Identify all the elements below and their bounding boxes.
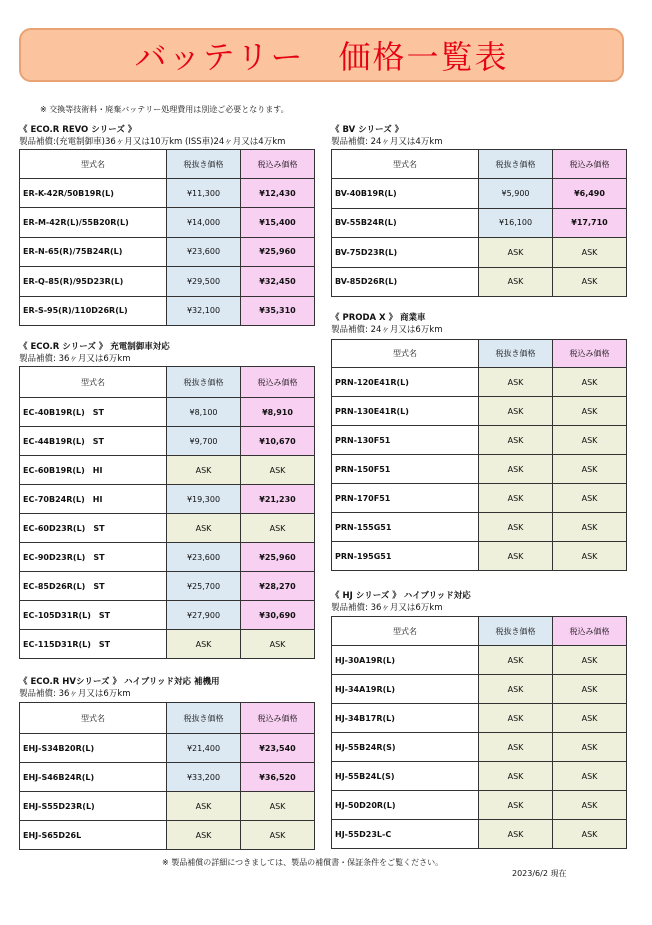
header-price-inc-tax: 税込み価格 (553, 617, 627, 646)
table-row (20, 237, 315, 266)
table-row (332, 368, 627, 397)
table-row (332, 704, 627, 733)
header-price-ex-tax: 税抜き価格 (479, 617, 553, 646)
model-cell: PRN-155G51 (332, 513, 479, 542)
table-row (20, 267, 315, 296)
price-ex-tax-cell: ASK (167, 456, 241, 485)
header-price-inc-tax: 税込み価格 (553, 340, 627, 368)
price-inc-tax-cell: ASK (553, 513, 627, 542)
model-cell: BV-55B24R(L) (332, 208, 479, 238)
price-inc-tax-cell: ASK (553, 368, 627, 397)
price-inc-tax-cell: ¥25,960 (241, 237, 315, 266)
price-ex-tax-cell: ASK (479, 397, 553, 426)
model-cell: EC-85D26R(L) ST (20, 572, 167, 601)
price-inc-tax-cell: ASK (553, 820, 627, 849)
table-row (332, 513, 627, 542)
table-row (332, 791, 627, 820)
section-hv (19, 676, 220, 700)
price-ex-tax-cell: ASK (479, 513, 553, 542)
model-cell: PRN-130E41R(L) (332, 397, 479, 426)
price-inc-tax-cell: ¥23,540 (241, 734, 315, 763)
model-cell: EC-90D23R(L) ST (20, 543, 167, 572)
section-heading: 《 PRODA X 》 商業車 (331, 313, 426, 323)
price-inc-tax-cell: ASK (241, 821, 315, 850)
price-inc-tax-cell: ¥10,670 (241, 427, 315, 456)
model-cell: ER-N-65(R)/75B24R(L) (20, 237, 167, 266)
model-cell: HJ-55B24R(S) (332, 733, 479, 762)
price-inc-tax-cell: ASK (553, 455, 627, 484)
price-inc-tax-cell: ¥30,690 (241, 601, 315, 630)
price-ex-tax-cell: ASK (479, 484, 553, 513)
price-ex-tax-cell: ¥33,200 (167, 763, 241, 792)
section-heading: 《 ECO.R シリーズ 》 充電制御車対応 (19, 342, 170, 352)
model-cell: EHJ-S55D23R(L) (20, 792, 167, 821)
table-row (332, 820, 627, 849)
price-ex-tax-cell: ASK (167, 630, 241, 659)
header-model: 型式名 (20, 367, 167, 398)
price-inc-tax-cell: ¥8,910 (241, 398, 315, 427)
table-row (332, 733, 627, 762)
section-hj (331, 590, 471, 614)
section-warranty: 製品補償: 24ヶ月又は6万km (331, 325, 443, 335)
price-table-ecor (19, 366, 315, 659)
header-price-ex-tax: 税抜き価格 (479, 340, 553, 368)
table-row (332, 208, 627, 238)
price-ex-tax-cell: ¥29,500 (167, 267, 241, 296)
model-cell: PRN-120E41R(L) (332, 368, 479, 397)
price-table-hj (331, 616, 627, 849)
footer-note: ※ 製品補償の詳細につきましては、製品の補償書・保証条件をご覧ください。 (162, 858, 444, 867)
model-cell: EC-70B24R(L) HI (20, 485, 167, 514)
table-row (20, 485, 315, 514)
price-ex-tax-cell: ¥27,900 (167, 601, 241, 630)
price-inc-tax-cell: ASK (553, 791, 627, 820)
price-ex-tax-cell: ¥23,600 (167, 237, 241, 266)
table-row (332, 675, 627, 704)
model-cell: HJ-34B17R(L) (332, 704, 479, 733)
table-row (332, 646, 627, 675)
price-inc-tax-cell: ¥17,710 (553, 208, 627, 238)
header-price-inc-tax: 税込み価格 (241, 150, 315, 179)
model-cell: BV-85D26R(L) (332, 267, 479, 297)
header-price-inc-tax: 税込み価格 (241, 367, 315, 398)
price-ex-tax-cell: ASK (479, 704, 553, 733)
price-inc-tax-cell: ¥25,960 (241, 543, 315, 572)
table-row (20, 179, 315, 208)
model-cell: EC-115D31R(L) ST (20, 630, 167, 659)
table-row (332, 238, 627, 268)
price-inc-tax-cell: ¥15,400 (241, 208, 315, 237)
price-ex-tax-cell: ¥21,400 (167, 734, 241, 763)
price-inc-tax-cell: ASK (241, 630, 315, 659)
section-heading: 《 ECO.R HVシリーズ 》 ハイブリッド対応 補機用 (19, 677, 220, 687)
price-ex-tax-cell: ¥25,700 (167, 572, 241, 601)
table-row (20, 792, 315, 821)
table-row (20, 572, 315, 601)
table-row (20, 821, 315, 850)
price-inc-tax-cell: ASK (241, 514, 315, 543)
title-banner (19, 28, 624, 82)
header-price-ex-tax: 税抜き価格 (167, 703, 241, 734)
price-table-hv (19, 702, 315, 850)
model-cell: HJ-30A19R(L) (332, 646, 479, 675)
table-row (20, 514, 315, 543)
price-ex-tax-cell: ¥5,900 (479, 179, 553, 209)
price-inc-tax-cell: ASK (553, 762, 627, 791)
price-ex-tax-cell: ASK (167, 792, 241, 821)
section-revo (19, 124, 285, 148)
price-table-proda (331, 339, 627, 571)
section-ecor (19, 341, 170, 365)
table-row (20, 296, 315, 325)
model-cell: EHJ-S34B20R(L) (20, 734, 167, 763)
model-cell: PRN-195G51 (332, 542, 479, 571)
price-inc-tax-cell: ¥36,520 (241, 763, 315, 792)
section-warranty: 製品補償: 36ヶ月又は6万km (331, 603, 443, 613)
price-ex-tax-cell: ¥14,000 (167, 208, 241, 237)
header-price-inc-tax: 税込み価格 (553, 150, 627, 179)
price-inc-tax-cell: ¥12,430 (241, 179, 315, 208)
section-warranty: 製品補償:(充電制御車)36ヶ月又は10万km (ISS車)24ヶ月又は4万km (19, 137, 286, 147)
table-header-row (20, 150, 315, 179)
price-ex-tax-cell: ¥16,100 (479, 208, 553, 238)
table-header-row (332, 340, 627, 368)
model-cell: HJ-55B24L(S) (332, 762, 479, 791)
section-heading: 《 BV シリーズ 》 (331, 125, 404, 135)
price-inc-tax-cell: ASK (241, 792, 315, 821)
price-inc-tax-cell: ¥21,230 (241, 485, 315, 514)
price-ex-tax-cell: ¥8,100 (167, 398, 241, 427)
top-note: ※ 交換等技術料・廃棄バッテリー処理費用は別途ご必要となります。 (40, 105, 289, 114)
price-ex-tax-cell: ASK (479, 762, 553, 791)
header-price-ex-tax: 税抜き価格 (167, 367, 241, 398)
table-row (20, 763, 315, 792)
table-row (20, 427, 315, 456)
header-model: 型式名 (20, 150, 167, 179)
price-inc-tax-cell: ASK (241, 456, 315, 485)
page-title: バッテリー 価格一覧表 (134, 38, 509, 76)
price-inc-tax-cell: ASK (553, 397, 627, 426)
model-cell: ER-S-95(R)/110D26R(L) (20, 296, 167, 325)
header-model: 型式名 (20, 703, 167, 734)
price-ex-tax-cell: ASK (479, 426, 553, 455)
model-cell: EC-105D31R(L) ST (20, 601, 167, 630)
model-cell: EC-60B19R(L) HI (20, 456, 167, 485)
model-cell: HJ-34A19R(L) (332, 675, 479, 704)
price-ex-tax-cell: ASK (479, 733, 553, 762)
price-inc-tax-cell: ASK (553, 484, 627, 513)
model-cell: PRN-130F51 (332, 426, 479, 455)
header-price-inc-tax: 税込み価格 (241, 703, 315, 734)
table-row (332, 542, 627, 571)
table-row (332, 455, 627, 484)
model-cell: EC-40B19R(L) ST (20, 398, 167, 427)
model-cell: EHJ-S65D26L (20, 821, 167, 850)
price-ex-tax-cell: ¥23,600 (167, 543, 241, 572)
header-model: 型式名 (332, 150, 479, 179)
table-row (332, 267, 627, 297)
model-cell: PRN-170F51 (332, 484, 479, 513)
section-proda (331, 312, 443, 336)
model-cell: EC-44B19R(L) ST (20, 427, 167, 456)
table-row (332, 484, 627, 513)
price-ex-tax-cell: ASK (167, 514, 241, 543)
price-inc-tax-cell: ¥28,270 (241, 572, 315, 601)
price-inc-tax-cell: ¥6,490 (553, 179, 627, 209)
model-cell: ER-M-42R(L)/55B20R(L) (20, 208, 167, 237)
model-cell: BV-75D23R(L) (332, 238, 479, 268)
price-inc-tax-cell: ASK (553, 675, 627, 704)
price-ex-tax-cell: ASK (479, 791, 553, 820)
price-inc-tax-cell: ¥35,310 (241, 296, 315, 325)
table-header-row (20, 367, 315, 398)
price-inc-tax-cell: ASK (553, 426, 627, 455)
header-price-ex-tax: 税抜き価格 (167, 150, 241, 179)
price-inc-tax-cell: ASK (553, 542, 627, 571)
section-bv (331, 124, 443, 148)
price-inc-tax-cell: ASK (553, 238, 627, 268)
table-row (20, 543, 315, 572)
model-cell: HJ-50D20R(L) (332, 791, 479, 820)
price-ex-tax-cell: ASK (167, 821, 241, 850)
section-heading: 《 HJ シリーズ 》 ハイブリッド対応 (331, 591, 471, 601)
table-row (20, 456, 315, 485)
table-header-row (332, 617, 627, 646)
header-model: 型式名 (332, 617, 479, 646)
price-inc-tax-cell: ASK (553, 733, 627, 762)
price-table-bv (331, 149, 627, 297)
section-warranty: 製品補償: 24ヶ月又は4万km (331, 137, 443, 147)
price-ex-tax-cell: ASK (479, 267, 553, 297)
table-row (332, 179, 627, 209)
table-row (20, 734, 315, 763)
header-model: 型式名 (332, 340, 479, 368)
price-ex-tax-cell: ASK (479, 646, 553, 675)
section-warranty: 製品補償: 36ヶ月又は6万km (19, 354, 131, 364)
price-table-revo (19, 149, 315, 326)
model-cell: HJ-55D23L-C (332, 820, 479, 849)
price-inc-tax-cell: ¥32,450 (241, 267, 315, 296)
model-cell: EC-60D23R(L) ST (20, 514, 167, 543)
price-inc-tax-cell: ASK (553, 704, 627, 733)
table-row (332, 426, 627, 455)
table-row (20, 398, 315, 427)
model-cell: ER-K-42R/50B19R(L) (20, 179, 167, 208)
table-row (332, 762, 627, 791)
model-cell: ER-Q-85(R)/95D23R(L) (20, 267, 167, 296)
price-ex-tax-cell: ASK (479, 820, 553, 849)
price-ex-tax-cell: ¥11,300 (167, 179, 241, 208)
model-cell: PRN-150F51 (332, 455, 479, 484)
price-ex-tax-cell: ASK (479, 542, 553, 571)
table-row (20, 601, 315, 630)
price-inc-tax-cell: ASK (553, 646, 627, 675)
section-warranty: 製品補償: 36ヶ月又は6万km (19, 689, 131, 699)
price-ex-tax-cell: ¥32,100 (167, 296, 241, 325)
section-heading: 《 ECO.R REVO シリーズ 》 (19, 125, 137, 135)
date-stamp: 2023/6/2 現在 (512, 869, 567, 878)
price-ex-tax-cell: ASK (479, 368, 553, 397)
price-ex-tax-cell: ¥19,300 (167, 485, 241, 514)
table-row (20, 208, 315, 237)
price-ex-tax-cell: ASK (479, 455, 553, 484)
price-ex-tax-cell: ASK (479, 675, 553, 704)
price-ex-tax-cell: ¥9,700 (167, 427, 241, 456)
price-inc-tax-cell: ASK (553, 267, 627, 297)
table-row (20, 630, 315, 659)
header-price-ex-tax: 税抜き価格 (479, 150, 553, 179)
table-header-row (20, 703, 315, 734)
table-header-row (332, 150, 627, 179)
model-cell: EHJ-S46B24R(L) (20, 763, 167, 792)
price-ex-tax-cell: ASK (479, 238, 553, 268)
table-row (332, 397, 627, 426)
model-cell: BV-40B19R(L) (332, 179, 479, 209)
